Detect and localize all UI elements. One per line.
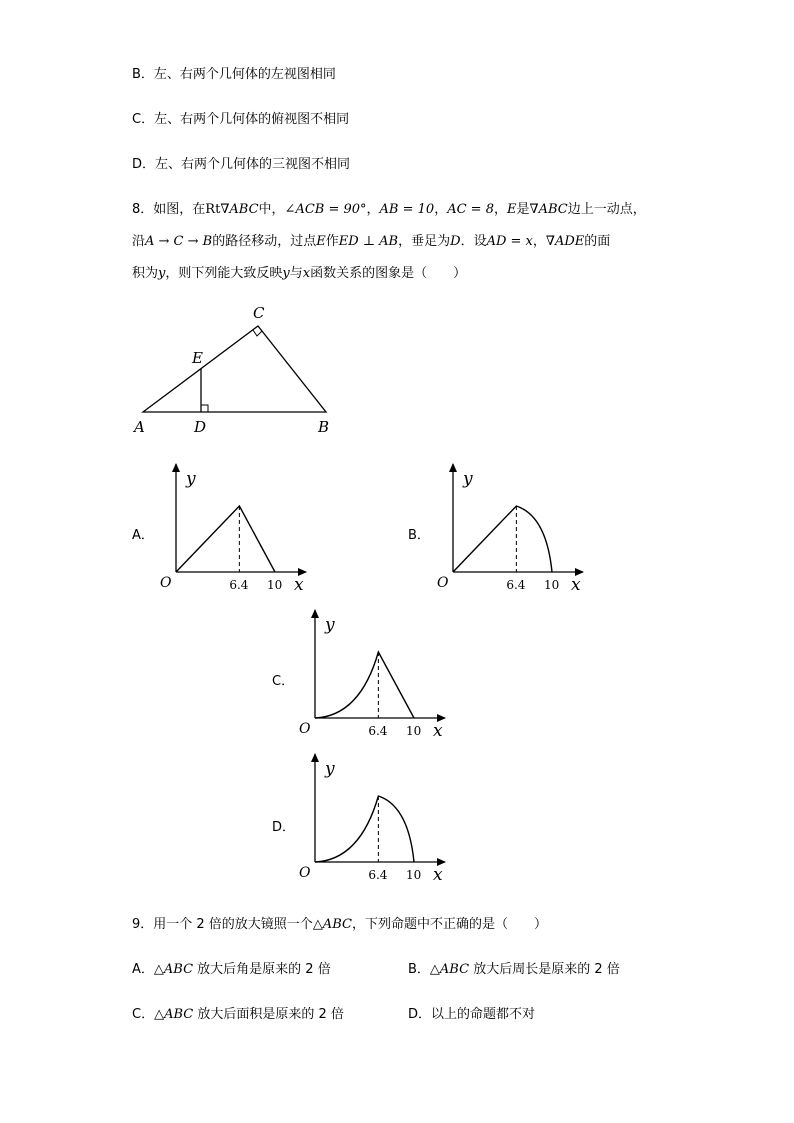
q8-text: 是 <box>516 202 530 217</box>
graph-c-tick-end: 10 <box>406 724 422 738</box>
graph-c-tick-peak: 6.4 <box>368 724 388 738</box>
graph-b-origin-label: O <box>437 575 449 591</box>
graph-a-tick-peak: 6.4 <box>229 578 249 592</box>
q9-text: 放大后角是原来的 2 倍 <box>193 962 331 977</box>
q8-rt: Rt <box>205 202 221 217</box>
q8-path: A → C → B <box>145 234 213 249</box>
graph-c-origin-label: O <box>299 721 311 737</box>
graph-a-x-label: x <box>294 575 304 595</box>
q8-option-c-label: C． <box>272 674 295 689</box>
q8-ac: AC = 8 <box>447 202 494 217</box>
q9-tri: △ABC <box>154 1007 194 1022</box>
q8-sep: ， <box>434 202 448 217</box>
graph-a-curve <box>176 506 275 572</box>
graph-d-origin-label: O <box>299 865 311 881</box>
graph-d-x-label: x <box>433 865 443 885</box>
graph-d-y-label: y <box>325 759 335 779</box>
graph-c-y-label: y <box>325 615 335 635</box>
q8-text: ，则下列能大致反映 <box>165 266 283 281</box>
q9-tri: △ABC <box>429 962 470 977</box>
q9-text: 9．用一个 2 倍的放大镜照一个 <box>132 917 313 932</box>
q8-ad: AD = x <box>486 234 533 249</box>
q8-tri-abc: ∇ABC <box>529 202 568 217</box>
label-b: B <box>318 418 330 436</box>
q8-text: 中， <box>258 202 285 217</box>
graph-b-y-label: y <box>463 469 473 489</box>
q8-angle: ∠ACB = 90° <box>284 202 367 217</box>
label-d: D <box>194 418 207 436</box>
q8-text: ．设 <box>460 234 487 249</box>
q8-tri-abc: ∇ABC <box>220 202 259 217</box>
label-c: C <box>253 304 265 322</box>
graph-b-curve <box>453 506 552 572</box>
q8-d: D <box>450 234 461 249</box>
graph-b-tick-end: 10 <box>544 578 560 592</box>
q8-text: 积为 <box>132 266 159 281</box>
graph-d-tick-end: 10 <box>406 868 422 882</box>
q9-tri: △ABC <box>153 962 194 977</box>
q8-text: 作 <box>325 234 339 249</box>
q9-option-b <box>408 960 620 980</box>
graph-a-origin-label: O <box>160 575 172 591</box>
q8-text: 的面 <box>584 234 611 249</box>
q8-option-d-label: D． <box>272 820 296 835</box>
q8-e: E <box>316 234 326 249</box>
q7-option-c: C．左、右两个几何体的俯视图不相同 <box>132 112 350 127</box>
q8-y: y <box>158 266 166 281</box>
q8-text: 沿 <box>132 234 146 249</box>
q8-tri-ade: ∇ADE <box>545 234 585 249</box>
q9-option-d: D．以上的命题都不对 <box>408 1007 536 1022</box>
label-a: A <box>134 418 145 436</box>
q8-text: 函数关系的图象是（ ） <box>310 266 467 281</box>
q8-e: E <box>506 202 517 217</box>
graph-a-y-label: y <box>186 469 196 489</box>
q9-stem <box>132 915 547 935</box>
q8-x: x <box>302 266 311 281</box>
q8-text: ，垂足为 <box>398 234 451 249</box>
graph-d-tick-peak: 6.4 <box>368 868 388 882</box>
label-e: E <box>192 349 203 367</box>
q8-y: y <box>282 266 290 281</box>
q9-text: ，下列命题中不正确的是（ ） <box>351 917 547 932</box>
q7-option-b: B．左、右两个几何体的左视图相同 <box>132 67 336 82</box>
q8-text: 如图，在 <box>153 202 206 217</box>
q8-sep: ， <box>493 202 507 217</box>
q9-option-c <box>132 1005 344 1025</box>
graph-b-x-label: x <box>571 575 581 595</box>
q8-number: 8． <box>132 202 154 217</box>
q9-label: A． <box>132 962 154 977</box>
q8-option-a-label: A． <box>132 528 154 543</box>
q8-ab: AB = 10 <box>379 202 435 217</box>
graph-c-x-label: x <box>433 721 443 741</box>
graph-b-tick-peak: 6.4 <box>506 578 526 592</box>
q8-option-b-label: B． <box>408 528 430 543</box>
q9-label: B． <box>408 962 430 977</box>
q8-text: 的路径移动，过点 <box>212 234 317 249</box>
q8-sep: ， <box>366 202 380 217</box>
q7-option-d: D．左、右两个几何体的三视图不相同 <box>132 157 351 172</box>
graph-c-curve <box>315 652 414 718</box>
graph-a-tick-end: 10 <box>267 578 283 592</box>
graph-d-curve <box>315 796 414 862</box>
q8-sep: ， <box>532 234 546 249</box>
q8-text: 与 <box>289 266 303 281</box>
q9-label: C． <box>132 1007 155 1022</box>
q9-text: 放大后面积是原来的 2 倍 <box>193 1007 344 1022</box>
q9-text: 放大后周长是原来的 2 倍 <box>469 962 620 977</box>
q9-option-a <box>132 960 331 980</box>
q9-tri: △ABC <box>312 917 352 932</box>
q8-text: 边上一动点， <box>567 202 646 217</box>
q8-perp: ED ⊥ AB <box>338 234 399 249</box>
